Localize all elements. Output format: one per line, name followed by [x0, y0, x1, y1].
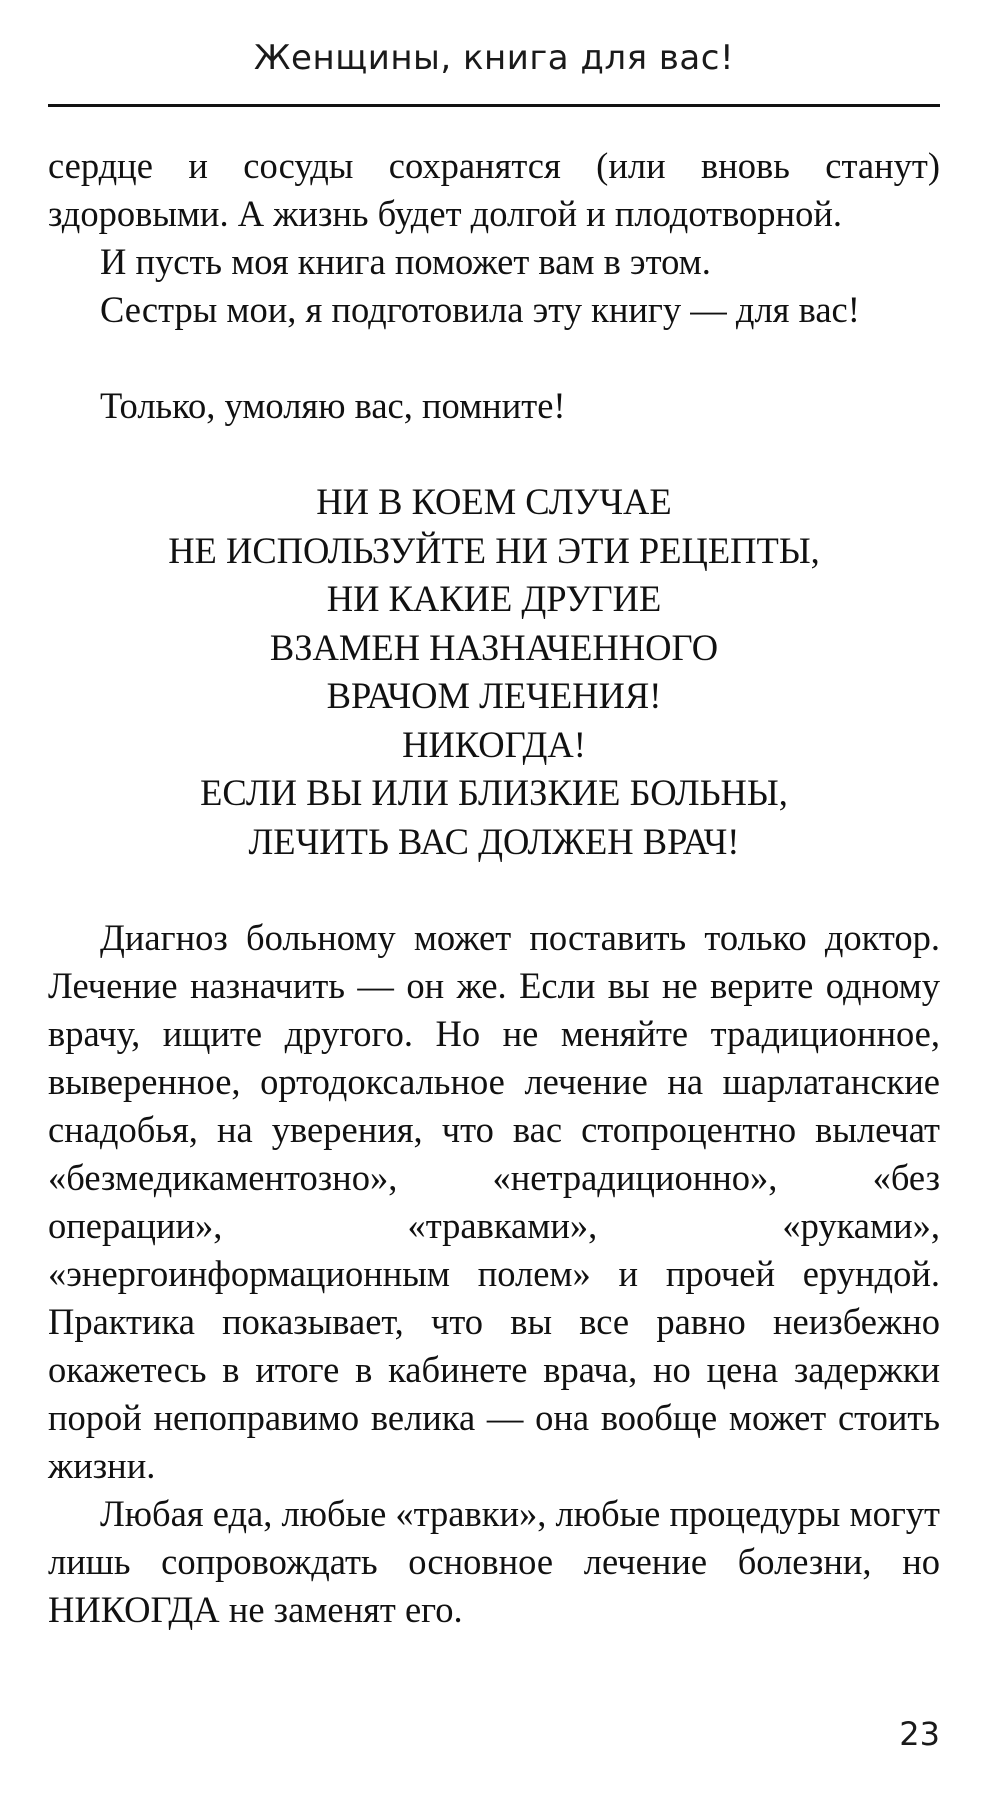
warning-line: ЛЕЧИТЬ ВАС ДОЛЖЕН ВРАЧ! [248, 820, 740, 862]
paragraph: Диагноз больному может поставить только доктор. Лечение назначить — он же. Если вы не верите одному врачу, ищите другого. Но не меняйте традиционное, выверенное, ортодоксальное лечение на шарлатанские снадобья, на уверения, что вас стопроцентно вылечат «безмедикаментозно», «нетрадиционно», «без операции», «травками», «руками», «энергоинформационным полем» и прочей ерундой. Практика показывает, что вы все равно неизбежно окажетесь в итоге в кабинете врача, но цена задержки порой непоправимо велика — она вообще может стоить жизни. [48, 917, 940, 1486]
warning-line: ВРАЧОМ ЛЕЧЕНИЯ! [326, 675, 662, 716]
warning-line: ВЗАМЕН НАЗНАЧЕННОГО [269, 626, 719, 668]
warning-block [48, 478, 940, 866]
warning-line: ЕСЛИ ВЫ ИЛИ БЛИЗКИЕ БОЛЬНЫ, [200, 772, 788, 813]
header-rule [48, 104, 940, 107]
paragraph-continued: сердце и сосуды сохранятся (или вновь станут) здоровыми. А жизнь будет долгой и плодотворной. [48, 145, 940, 234]
paragraph: И пусть моя книга поможет вам в этом. [100, 241, 711, 282]
warning-line: НИКОГДА! [402, 723, 586, 765]
warning-line: НИ КАКИЕ ДРУГИЕ [326, 578, 662, 619]
paragraph-plea: Только, умоляю вас, помните! [100, 385, 566, 426]
warning-line: НИ В КОЕМ СЛУЧАЕ [316, 481, 672, 522]
blank-line [48, 430, 940, 478]
blank-line [48, 334, 940, 382]
warning-line: НЕ ИСПОЛЬЗУЙТЕ НИ ЭТИ РЕЦЕПТЫ, [168, 529, 820, 571]
page-body [48, 142, 940, 1634]
paragraph: Любая еда, любые «травки», любые процедуры могут лишь сопровождать основное лечение болезни, но НИКОГДА не заменят его. [48, 1493, 940, 1630]
paragraph: Сестры мои, я подготовила эту книгу — для вас! [100, 289, 860, 330]
running-title: Женщины, книга для вас! [253, 38, 735, 78]
blank-line [48, 866, 940, 914]
page-number: 23 [899, 1715, 940, 1753]
